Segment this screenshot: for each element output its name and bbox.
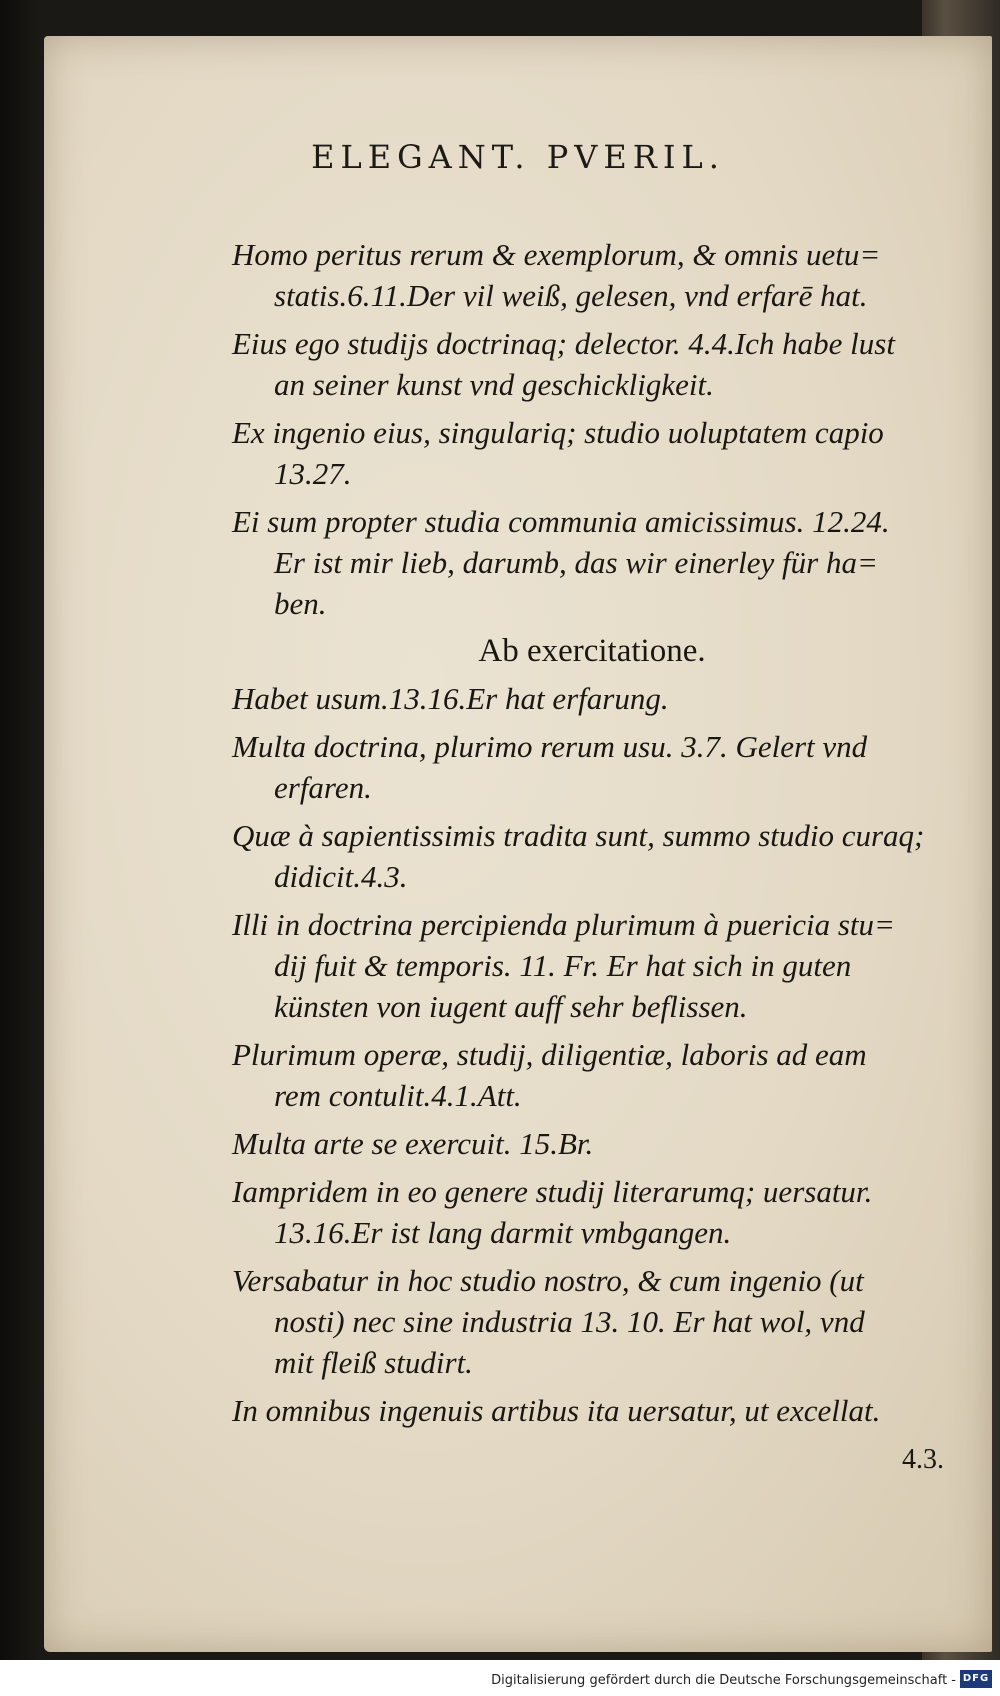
entry — [232, 904, 992, 1027]
entry — [232, 412, 992, 494]
entries-after-heading — [232, 678, 992, 1431]
entry-line: 13.27. — [274, 456, 352, 491]
entry-line: künsten von iugent auff sehr beflissen. — [274, 989, 748, 1024]
entry-line: rem contulit.4.1.Att. — [274, 1078, 522, 1113]
entry — [232, 234, 992, 316]
entry-line: didicit.4.3. — [274, 859, 408, 894]
entry — [232, 501, 992, 624]
entry-line: statis.6.11.Der vil weiß, gelesen, vnd erfarē hat. — [274, 278, 868, 313]
dfg-logo-icon: DFG — [960, 1670, 992, 1688]
entry-line: mit fleiß studirt. — [274, 1345, 473, 1380]
entry-line: ben. — [274, 586, 327, 621]
entry-line: Quæ à sapientissimis tradita sunt, summo studio curaq; — [232, 818, 925, 853]
entries-before-heading — [232, 234, 992, 624]
entry — [232, 1034, 992, 1116]
entry — [232, 1171, 992, 1253]
entry-line: Er ist mir lieb, darumb, das wir einerley für ha= — [274, 545, 878, 580]
entry — [232, 1260, 992, 1383]
entry-line: Ei sum propter studia communia amicissimus. 12.24. — [232, 504, 890, 539]
funding-notice: Digitalisierung gefördert durch die Deutsche Forschungsgemeinschaft - — [491, 1673, 956, 1688]
entry-line: Plurimum operæ, studij, diligentiæ, laboris ad eam — [232, 1037, 867, 1072]
digitization-footer — [0, 1660, 1000, 1696]
running-head: ELEGANT. PVERIL. — [311, 138, 725, 176]
entry-line: an seiner kunst vnd geschickligkeit. — [274, 367, 714, 402]
entry — [232, 1390, 992, 1431]
entry-line: erfaren. — [274, 770, 372, 805]
entry-line: Ex ingenio eius, singulariq; studio uoluptatem capio — [232, 415, 884, 450]
entry-line: Multa doctrina, plurimo rerum usu. 3.7. Gelert vnd — [232, 729, 868, 764]
entry — [232, 678, 992, 719]
entry — [232, 726, 992, 808]
entry-line: Illi in doctrina percipienda plurimum à puericia stu= — [232, 907, 895, 942]
entry — [232, 1123, 992, 1164]
entry-line: Eius ego studijs doctrinaq; delector. 4.4.Ich habe lust — [232, 326, 895, 361]
section-heading: Ab exercitatione. — [478, 633, 706, 669]
entry-line: In omnibus ingenuis artibus ita uersatur, ut excellat. — [232, 1393, 881, 1428]
entry-line: dij fuit & temporis. 11. Fr. Er hat sich in guten — [274, 948, 852, 983]
book-page — [44, 36, 992, 1652]
entry-line: Versabatur in hoc studio nostro, & cum ingenio (ut — [232, 1263, 864, 1298]
entry-line: Iampridem in eo genere studij literarumq; uersatur. — [232, 1174, 873, 1209]
entry-line: Homo peritus rerum & exemplorum, & omnis uetu= — [232, 237, 881, 272]
page-text — [232, 234, 992, 1438]
entry-line: 13.16.Er ist lang darmit vmbgangen. — [274, 1215, 732, 1250]
entry — [232, 323, 992, 405]
catchword: 4.3. — [902, 1444, 944, 1475]
entry — [232, 815, 992, 897]
entry-line: Multa arte se exercuit. 15.Br. — [232, 1126, 594, 1161]
entry-line: Habet usum.13.16.Er hat erfarung. — [232, 681, 669, 716]
entry-line: nosti) nec sine industria 13. 10. Er hat wol, vnd — [274, 1304, 865, 1339]
